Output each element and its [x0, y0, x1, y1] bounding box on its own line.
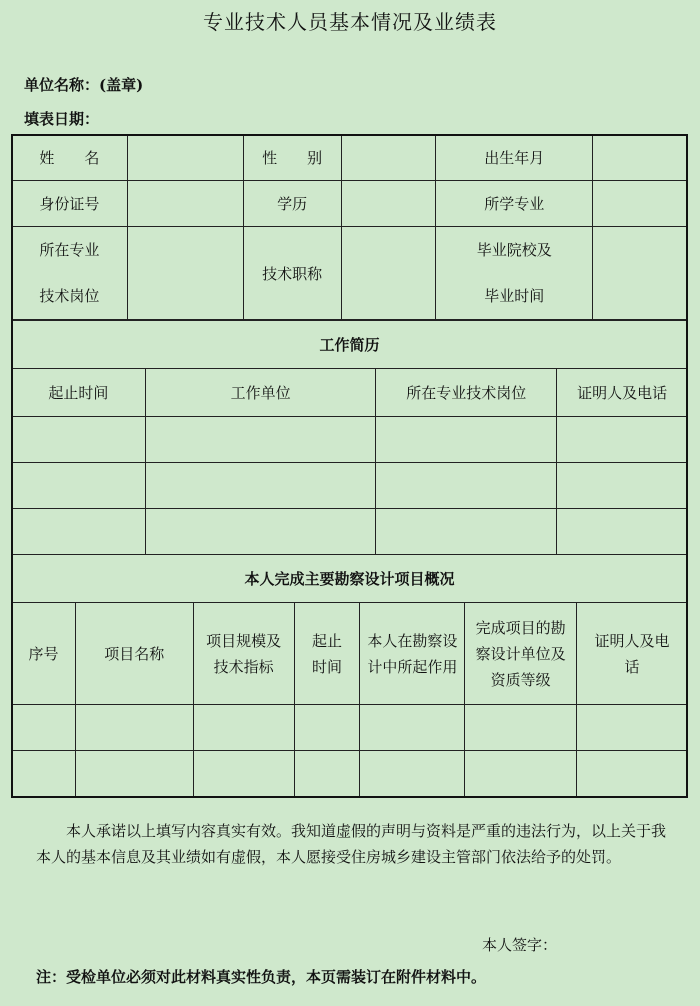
education-cell[interactable] [341, 181, 436, 227]
work-cell[interactable] [12, 417, 146, 463]
project-cell[interactable] [294, 751, 360, 797]
project-cell[interactable] [193, 751, 294, 797]
title-rank-cell[interactable] [341, 227, 436, 320]
major-cell[interactable] [593, 181, 688, 227]
project-cell[interactable] [75, 751, 193, 797]
table-row [12, 417, 688, 463]
footnote: 注：受检单位必须对此材料真实性负责，本页需装订在附件材料中。 [36, 968, 487, 986]
name-label: 姓 名 [12, 135, 128, 181]
work-cell[interactable] [557, 463, 688, 509]
title-rank-label: 技术职称 [243, 227, 341, 320]
project-cell[interactable] [12, 751, 76, 797]
unit-name-label: 单位名称：(盖章) [24, 76, 144, 94]
project-cell[interactable] [75, 705, 193, 751]
project-col-role: 本人在勘察设计中所起作用 [360, 603, 465, 705]
projects-table [11, 554, 688, 797]
table-row [12, 705, 688, 751]
project-col-reference: 证明人及电话 [577, 603, 688, 705]
post-cell[interactable] [127, 227, 243, 320]
project-cell[interactable] [577, 751, 688, 797]
major-label: 所学专业 [436, 181, 593, 227]
work-cell[interactable] [145, 509, 376, 555]
project-cell[interactable] [577, 705, 688, 751]
project-col-index: 序号 [12, 603, 76, 705]
id-cell[interactable] [127, 181, 243, 227]
basic-info-table [11, 134, 688, 320]
project-cell[interactable] [465, 705, 577, 751]
work-cell[interactable] [557, 417, 688, 463]
project-col-company: 完成项目的勘察设计单位及资质等级 [465, 603, 577, 705]
work-cell[interactable] [376, 509, 557, 555]
project-cell[interactable] [465, 751, 577, 797]
birth-cell[interactable] [593, 135, 688, 181]
work-cell[interactable] [145, 463, 376, 509]
project-cell[interactable] [294, 705, 360, 751]
projects-heading: 本人完成主要勘察设计项目概况 [12, 555, 688, 603]
work-cell[interactable] [376, 417, 557, 463]
gender-label: 性 别 [243, 135, 341, 181]
id-label: 身份证号 [12, 181, 128, 227]
table-row [12, 463, 688, 509]
school-cell[interactable] [593, 227, 688, 320]
work-cell[interactable] [12, 463, 146, 509]
page-title: 专业技术人员基本情况及业绩表 [203, 10, 497, 34]
table-row [12, 509, 688, 555]
fill-date-label: 填表日期： [24, 110, 100, 128]
work-col-post: 所在专业技术岗位 [376, 369, 557, 417]
project-col-period: 起止时间 [294, 603, 360, 705]
name-cell[interactable] [127, 135, 243, 181]
signature-label: 本人签字： [482, 936, 558, 954]
project-cell[interactable] [12, 705, 76, 751]
work-col-employer: 工作单位 [145, 369, 376, 417]
pledge-statement: 本人承诺以上填写内容真实有效。我知道虚假的声明与资料是严重的违法行为，以上关于我本人的基本信息及其业绩如有虚假，本人愿接受住房城乡建设主管部门依法给予的处罚。 [36, 822, 667, 866]
project-cell[interactable] [360, 705, 465, 751]
work-history-heading: 工作简历 [12, 321, 688, 369]
work-history-table [11, 320, 688, 555]
work-cell[interactable] [145, 417, 376, 463]
gender-cell[interactable] [341, 135, 436, 181]
work-cell[interactable] [12, 509, 146, 555]
project-col-scale: 项目规模及技术指标 [193, 603, 294, 705]
work-col-reference: 证明人及电话 [557, 369, 688, 417]
school-label: 毕业院校及 毕业时间 [436, 227, 593, 320]
project-cell[interactable] [360, 751, 465, 797]
project-col-name: 项目名称 [75, 603, 193, 705]
work-cell[interactable] [376, 463, 557, 509]
education-label: 学历 [243, 181, 341, 227]
post-label: 所在专业 技术岗位 [12, 227, 128, 320]
table-row [12, 751, 688, 797]
birth-label: 出生年月 [436, 135, 593, 181]
work-cell[interactable] [557, 509, 688, 555]
work-col-period: 起止时间 [12, 369, 146, 417]
project-cell[interactable] [193, 705, 294, 751]
